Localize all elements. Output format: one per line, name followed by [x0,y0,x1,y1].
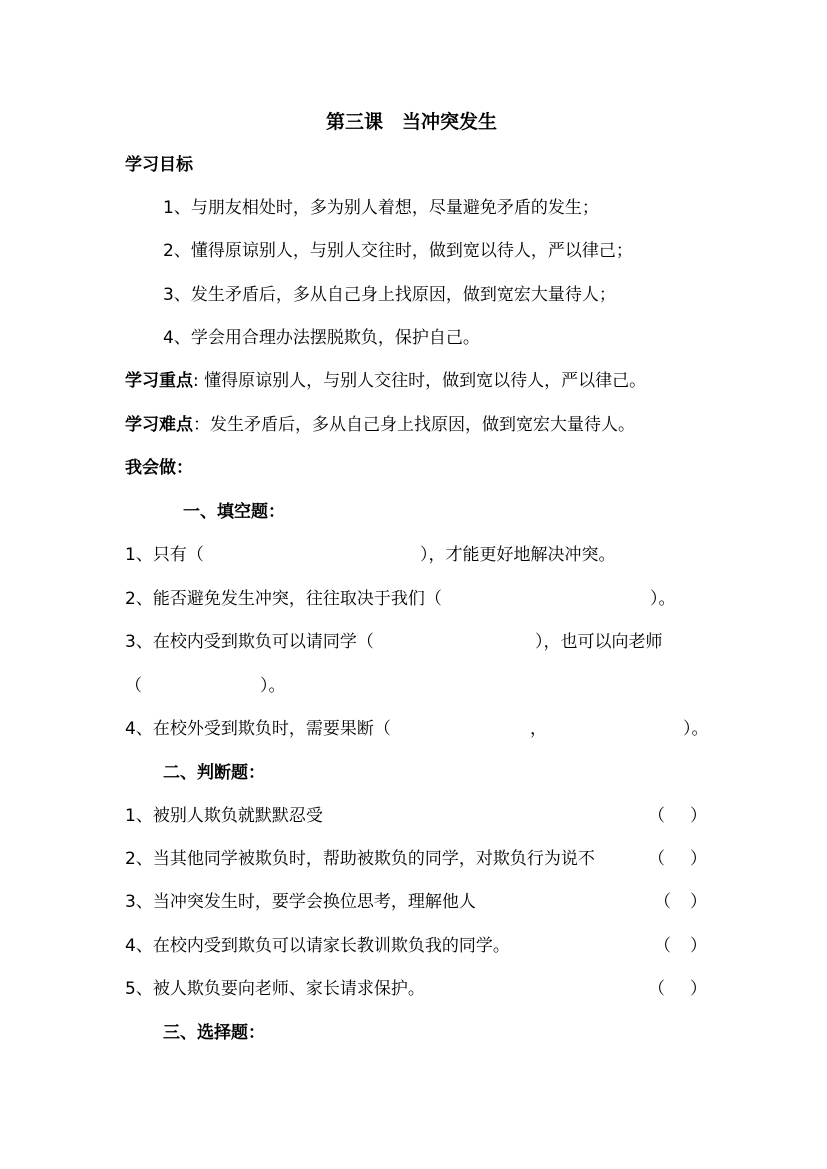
fill-blank-q4-end: ）。 [683,719,709,739]
judge-item: 2、当其他同学被欺负时，帮助被欺负的同学，对欺负行为说不 [125,849,595,869]
objective-item: 2、懂得原谅别人，与别人交往时，做到宽以待人，严以律己； [163,241,633,261]
objectives-heading: 学习目标 [125,155,193,175]
objective-item: 4、学会用合理办法摆脱欺负，保护自己。 [163,328,480,348]
key-point-text: : 懂得原谅别人，与别人交往时，做到宽以待人，严以律己。 [193,371,647,391]
choice-heading: 三、选择题： [163,1023,265,1043]
fill-blank-q4-start: 4、在校外受到欺负时，需要果断（ [125,719,391,739]
judge-paren-close: ） [690,892,707,912]
objective-item: 1、与朋友相处时，多为别人着想，尽量避免矛盾的发生； [163,198,599,218]
judge-item: 3、当冲突发生时，要学会换位思考，理解他人 [125,892,476,912]
judge-paren-close: ） [690,979,707,999]
fill-blank-q1-end: ），才能更好地解决冲突。 [420,545,616,565]
judge-paren-open: （ [648,979,665,999]
judge-paren-close: ） [690,849,707,869]
judge-paren-open: （ [648,849,665,869]
fill-blank-q1-start: 1、只有（ [125,545,204,565]
fill-blank-q3-line2-start: （ [125,676,142,696]
judge-item: 4、在校内受到欺负可以请家长教训欺负我的同学。 [125,936,510,956]
difficult-point-label: 学习难点 [125,415,193,435]
judge-paren-close: ） [690,806,707,826]
difficult-point [125,414,635,436]
fill-blank-q3-line2-end: ）。 [260,676,286,696]
key-point [125,370,646,392]
judge-item: 5、被人欺负要向老师、家长请求保护。 [125,979,425,999]
fill-blank-heading: 一、填空题： [183,502,285,522]
judge-item: 1、被别人欺负就默默忍受 [125,806,323,826]
objective-item: 3、发生矛盾后，多从自己身上找原因，做到宽宏大量待人； [163,285,616,305]
judge-paren-open: （ [648,806,665,826]
judge-paren-open: （ [654,892,671,912]
fill-blank-q2-end: ）。 [650,589,676,609]
fill-blank-q3-mid: ），也可以向老师 [535,632,663,652]
judge-paren-close: ） [690,936,707,956]
page-title: 第三课 当冲突发生 [326,111,498,133]
difficult-point-text: ：发生矛盾后，多从自己身上找原因，做到宽宏大量待人。 [193,415,635,435]
fill-blank-q4-comma: ， [530,719,547,739]
judge-heading: 二、判断题： [163,763,265,783]
judge-paren-open: （ [654,936,671,956]
fill-blank-q3-start: 3、在校内受到欺负可以请同学（ [125,632,374,652]
key-point-label: 学习重点 [125,371,193,391]
fill-blank-q2-start: 2、能否避免发生冲突，往往取决于我们（ [125,589,442,609]
can-do-heading: 我会做： [125,458,193,478]
